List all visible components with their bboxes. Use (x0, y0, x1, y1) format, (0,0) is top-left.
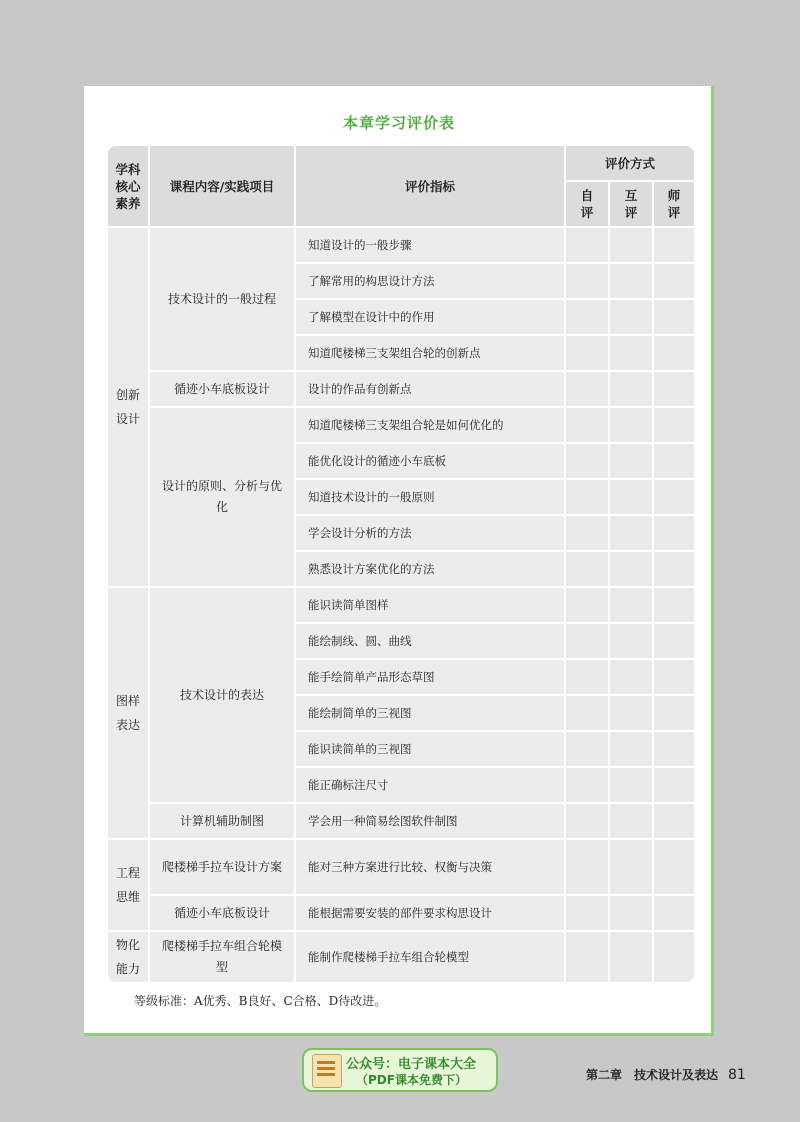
teacher-eval-cell[interactable] (654, 660, 694, 694)
peer-eval-cell[interactable] (610, 732, 652, 766)
self-eval-cell[interactable] (566, 336, 608, 370)
project-cell: 循迹小车底板设计 (150, 896, 294, 930)
grading-standard-note: 等级标准：A优秀、B良好、C合格、D待改进。 (134, 994, 387, 1008)
peer-eval-cell[interactable] (610, 444, 652, 478)
self-eval-cell[interactable] (566, 300, 608, 334)
self-eval-cell[interactable] (566, 932, 608, 982)
chapter-label: 第二章 技术设计及表达 (586, 1068, 719, 1082)
self-eval-cell[interactable] (566, 732, 608, 766)
header-method: 评价方式 (566, 146, 694, 180)
teacher-eval-cell[interactable] (654, 588, 694, 622)
competency-cell: 工程思维 (108, 840, 148, 930)
table-row (108, 372, 694, 406)
table-row (108, 408, 694, 442)
table-title: 本章学习评价表 (342, 114, 455, 132)
evaluation-table (106, 144, 696, 984)
peer-eval-cell[interactable] (610, 768, 652, 802)
teacher-eval-cell[interactable] (654, 516, 694, 550)
peer-eval-cell[interactable] (610, 336, 652, 370)
teacher-eval-cell[interactable] (654, 552, 694, 586)
indicator-cell: 能根据需要安装的部件要求构思设计 (296, 896, 564, 930)
teacher-eval-cell[interactable] (654, 264, 694, 298)
teacher-eval-cell[interactable] (654, 696, 694, 730)
indicator-cell: 能绘制简单的三视图 (296, 696, 564, 730)
indicator-cell: 能对三种方案进行比较、权衡与决策 (296, 840, 564, 894)
peer-eval-cell[interactable] (610, 660, 652, 694)
header-indicator: 评价指标 (296, 146, 564, 226)
page-footer (586, 1066, 746, 1083)
indicator-cell: 能正确标注尺寸 (296, 768, 564, 802)
peer-eval-cell[interactable] (610, 300, 652, 334)
peer-eval-cell[interactable] (610, 264, 652, 298)
project-cell: 设计的原则、分析与优化 (150, 408, 294, 586)
indicator-cell: 知道爬楼梯三支架组合轮的创新点 (296, 336, 564, 370)
book-icon (312, 1054, 342, 1088)
peer-eval-cell[interactable] (610, 624, 652, 658)
header-teacher: 师评 (654, 182, 694, 226)
indicator-cell: 能制作爬楼梯手拉车组合轮模型 (296, 932, 564, 982)
teacher-eval-cell[interactable] (654, 768, 694, 802)
indicator-cell: 能识读简单图样 (296, 588, 564, 622)
self-eval-cell[interactable] (566, 804, 608, 838)
indicator-cell: 知道技术设计的一般原则 (296, 480, 564, 514)
indicator-cell: 了解模型在设计中的作用 (296, 300, 564, 334)
self-eval-cell[interactable] (566, 444, 608, 478)
project-cell: 循迹小车底板设计 (150, 372, 294, 406)
header-project: 课程内容/实践项目 (150, 146, 294, 226)
self-eval-cell[interactable] (566, 768, 608, 802)
indicator-cell: 能优化设计的循迹小车底板 (296, 444, 564, 478)
peer-eval-cell[interactable] (610, 372, 652, 406)
peer-eval-cell[interactable] (610, 896, 652, 930)
self-eval-cell[interactable] (566, 552, 608, 586)
table-row (108, 588, 694, 622)
indicator-cell: 了解常用的构思设计方法 (296, 264, 564, 298)
peer-eval-cell[interactable] (610, 516, 652, 550)
table-row (108, 932, 694, 982)
peer-eval-cell[interactable] (610, 588, 652, 622)
project-cell: 爬楼梯手拉车设计方案 (150, 840, 294, 894)
teacher-eval-cell[interactable] (654, 336, 694, 370)
table-row (108, 228, 694, 262)
textbook-page (84, 86, 714, 1036)
page-number: 81 (728, 1067, 746, 1083)
self-eval-cell[interactable] (566, 660, 608, 694)
peer-eval-cell[interactable] (610, 480, 652, 514)
indicator-cell: 能绘制线、圆、曲线 (296, 624, 564, 658)
peer-eval-cell[interactable] (610, 932, 652, 982)
header-peer: 互评 (610, 182, 652, 226)
teacher-eval-cell[interactable] (654, 228, 694, 262)
project-cell: 技术设计的一般过程 (150, 228, 294, 370)
indicator-cell: 能识读简单的三视图 (296, 732, 564, 766)
header-row-1 (108, 146, 694, 180)
self-eval-cell[interactable] (566, 896, 608, 930)
teacher-eval-cell[interactable] (654, 444, 694, 478)
self-eval-cell[interactable] (566, 372, 608, 406)
peer-eval-cell[interactable] (610, 228, 652, 262)
badge-line-1: 公众号：电子课本大全 (346, 1057, 477, 1072)
self-eval-cell[interactable] (566, 840, 608, 894)
teacher-eval-cell[interactable] (654, 804, 694, 838)
project-cell: 爬楼梯手拉车组合轮模型 (150, 932, 294, 982)
peer-eval-cell[interactable] (610, 696, 652, 730)
indicator-cell: 学会用一种简易绘图软件制图 (296, 804, 564, 838)
competency-cell: 图样表达 (108, 588, 148, 838)
peer-eval-cell[interactable] (610, 552, 652, 586)
self-eval-cell[interactable] (566, 228, 608, 262)
indicator-cell: 学会设计分析的方法 (296, 516, 564, 550)
self-eval-cell[interactable] (566, 696, 608, 730)
self-eval-cell[interactable] (566, 516, 608, 550)
self-eval-cell[interactable] (566, 588, 608, 622)
self-eval-cell[interactable] (566, 480, 608, 514)
self-eval-cell[interactable] (566, 264, 608, 298)
peer-eval-cell[interactable] (610, 804, 652, 838)
teacher-eval-cell[interactable] (654, 896, 694, 930)
teacher-eval-cell[interactable] (654, 408, 694, 442)
peer-eval-cell[interactable] (610, 840, 652, 894)
project-cell: 技术设计的表达 (150, 588, 294, 802)
indicator-cell: 设计的作品有创新点 (296, 372, 564, 406)
teacher-eval-cell[interactable] (654, 300, 694, 334)
header-competency: 学科核心素养 (108, 146, 148, 226)
indicator-cell: 知道设计的一般步骤 (296, 228, 564, 262)
teacher-eval-cell[interactable] (654, 480, 694, 514)
table-row (108, 804, 694, 838)
peer-eval-cell[interactable] (610, 408, 652, 442)
teacher-eval-cell[interactable] (654, 932, 694, 982)
teacher-eval-cell[interactable] (654, 372, 694, 406)
competency-cell: 创新设计 (108, 228, 148, 586)
indicator-cell: 熟悉设计方案优化的方法 (296, 552, 564, 586)
competency-cell: 物化能力 (108, 932, 148, 982)
project-cell: 计算机辅助制图 (150, 804, 294, 838)
table-row (108, 840, 694, 894)
indicator-cell: 知道爬楼梯三支架组合轮是如何优化的 (296, 408, 564, 442)
self-eval-cell[interactable] (566, 408, 608, 442)
table-row (108, 896, 694, 930)
teacher-eval-cell[interactable] (654, 840, 694, 894)
promo-badge (302, 1048, 498, 1092)
header-self: 自评 (566, 182, 608, 226)
teacher-eval-cell[interactable] (654, 624, 694, 658)
self-eval-cell[interactable] (566, 624, 608, 658)
teacher-eval-cell[interactable] (654, 732, 694, 766)
indicator-cell: 能手绘简单产品形态草图 (296, 660, 564, 694)
badge-line-2: （PDF课本免费下） (356, 1073, 467, 1087)
